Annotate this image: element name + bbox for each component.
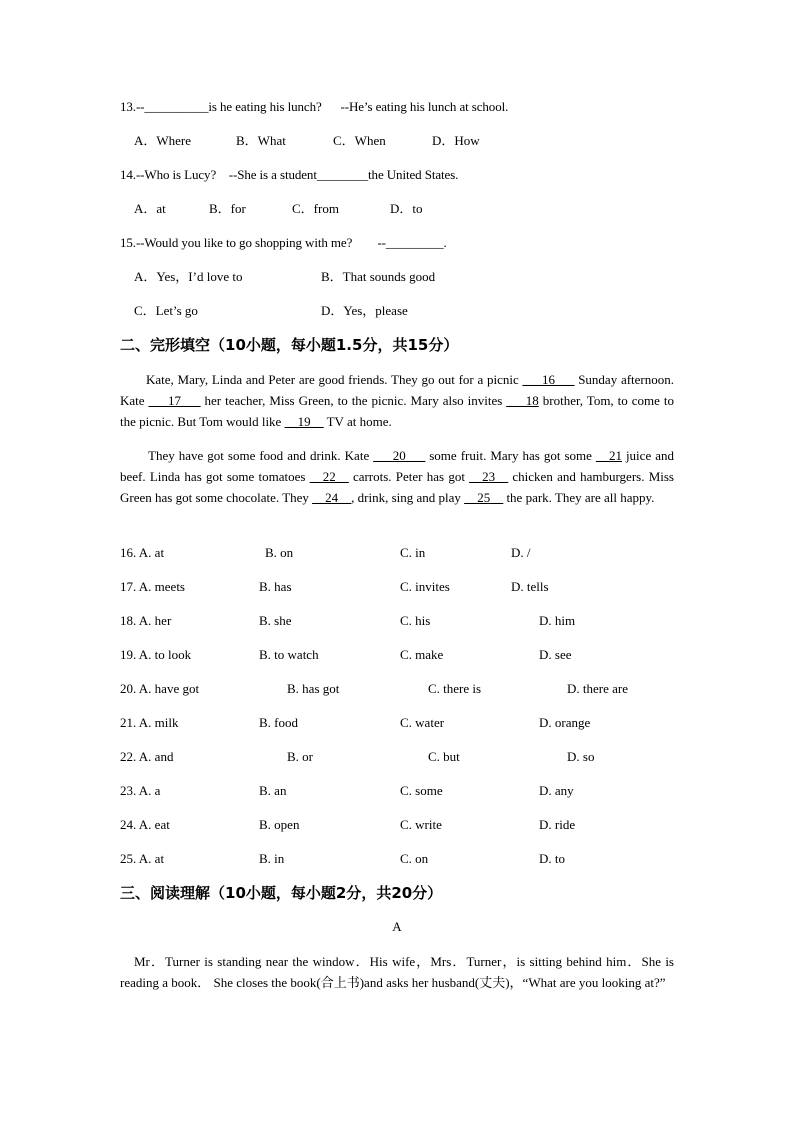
q16-option-b: B. on (265, 545, 294, 560)
q24-option-d: D. ride (539, 817, 576, 832)
q23-option-c: C. some (400, 783, 443, 798)
blank-17: ___17___ (148, 393, 201, 408)
q21-option-a: 21. A. milk (120, 715, 179, 730)
q15-option-c: C．Let’s go (134, 303, 198, 318)
q18-option-c: C. his (400, 613, 431, 628)
q16-option-c: C. in (400, 545, 426, 560)
q21-option-d: D. orange (539, 715, 591, 730)
q20-option-c: C. there is (428, 681, 482, 696)
cloze-p1-text: Kate, Mary, Linda and Peter are good friends. They go out for a picnic (146, 372, 523, 387)
q25-option-a: 25. A. at (120, 851, 165, 866)
cloze-p2-text: , drink, sing and play (351, 490, 465, 505)
blank-23: __23__ (469, 469, 509, 484)
q14-option-a: A．at (134, 201, 166, 216)
cloze-p2-text: juice and beef. Linda has got some tomatoes (120, 448, 674, 484)
blank-19: __19__ (284, 414, 324, 429)
q14-option-c: C．from (292, 201, 339, 216)
cloze-p2-text: the park. They are all happy. (503, 490, 655, 505)
q20-option-a: 20. A. have got (120, 681, 200, 696)
cloze-p1-text: brother, Tom, to come to the picnic. But Tom would like (120, 393, 675, 429)
q15-option-d: D．Yes，please (321, 303, 408, 318)
question-13-stem: 13.--__________is he eating his lunch? --He’s eating his lunch at school. (120, 99, 509, 114)
q13-option-b: B．What (236, 133, 286, 148)
blank-16: ___16___ (522, 372, 575, 387)
blank-25: __25__ (464, 490, 504, 505)
q25-option-b: B. in (259, 851, 285, 866)
cloze-p2-text: carrots. Peter has got (348, 469, 470, 484)
q15-option-b: B．That sounds good (321, 269, 436, 284)
q14-option-b: B．for (209, 201, 246, 216)
reading-section-title: 三、阅读理解（10小题，每小题2分，共20分） (120, 884, 443, 902)
q15-option-a: A．Yes，I’d love to (134, 269, 243, 284)
q19-option-a: 19. A. to look (120, 647, 192, 662)
q20-option-d: D. there are (567, 681, 628, 696)
blank-24: __24__ (312, 490, 352, 505)
q13-option-d: D．How (432, 133, 480, 148)
q22-option-a: 22. A. and (120, 749, 174, 764)
q21-option-c: C. water (400, 715, 445, 730)
q16-option-d: D. / (511, 545, 531, 560)
cloze-p2-text: chicken and hamburgers. Miss Green has got some chocolate. They (120, 469, 674, 505)
q13-option-c: C．When (333, 133, 386, 148)
q22-option-b: B. or (287, 749, 313, 764)
q13-option-a: A．Where (134, 133, 192, 148)
cloze-p1-text: her teacher, Miss Green, to the picnic. Mary also invites (200, 393, 507, 408)
q19-option-d: D. see (539, 647, 572, 662)
q17-option-a: 17. A. meets (120, 579, 185, 594)
q23-option-d: D. any (539, 783, 574, 798)
q22-option-c: C. but (428, 749, 460, 764)
q25-option-c: C. on (400, 851, 429, 866)
q18-option-d: D. him (539, 613, 576, 628)
q20-option-b: B. has got (287, 681, 340, 696)
q16-option-a: 16. A. at (120, 545, 165, 560)
blank-18: ___18 (506, 393, 539, 408)
reading-passage-a: Mr．Turner is standing near the window．His wife，Mrs．Turner，is sitting behind him．She is reading a book． She closes the book(合上书)and asks her husband(丈夫)，“What are you looking at?” (120, 954, 674, 990)
cloze-p2-text: some fruit. Mary has got some (425, 448, 596, 463)
cloze-p2-text: They have got some food and drink. Kate (148, 448, 374, 463)
q24-option-a: 24. A. eat (120, 817, 170, 832)
q17-option-b: B. has (259, 579, 292, 594)
q19-option-b: B. to watch (259, 647, 319, 662)
blank-21: __21 (595, 448, 622, 463)
q17-option-d: D. tells (511, 579, 549, 594)
cloze-p1-text: Sunday afternoon. Kate (120, 372, 675, 408)
question-15-stem: 15.--Would you like to go shopping with me? --_________. (120, 235, 447, 250)
q14-option-d: D．to (390, 201, 423, 216)
q24-option-b: B. open (259, 817, 300, 832)
cloze-paragraph-2 (120, 445, 674, 508)
q17-option-c: C. invites (400, 579, 450, 594)
q19-option-c: C. make (400, 647, 444, 662)
blank-20: ___20___ (373, 448, 426, 463)
q22-option-d: D. so (567, 749, 595, 764)
q18-option-a: 18. A. her (120, 613, 172, 628)
cloze-p1-text: TV at home. (323, 414, 392, 429)
reading-passage-label: A (392, 919, 402, 934)
q24-option-c: C. write (400, 817, 442, 832)
q23-option-a: 23. A. a (120, 783, 161, 798)
q23-option-b: B. an (259, 783, 287, 798)
cloze-paragraph-1 (120, 369, 674, 432)
q25-option-d: D. to (539, 851, 565, 866)
cloze-section-title: 二、完形填空（10小题，每小题1.5分，共15分） (120, 336, 459, 354)
question-14-stem: 14.--Who is Lucy? --She is a student________the United States. (120, 167, 459, 182)
q21-option-b: B. food (259, 715, 298, 730)
blank-22: __22__ (309, 469, 349, 484)
q18-option-b: B. she (259, 613, 292, 628)
